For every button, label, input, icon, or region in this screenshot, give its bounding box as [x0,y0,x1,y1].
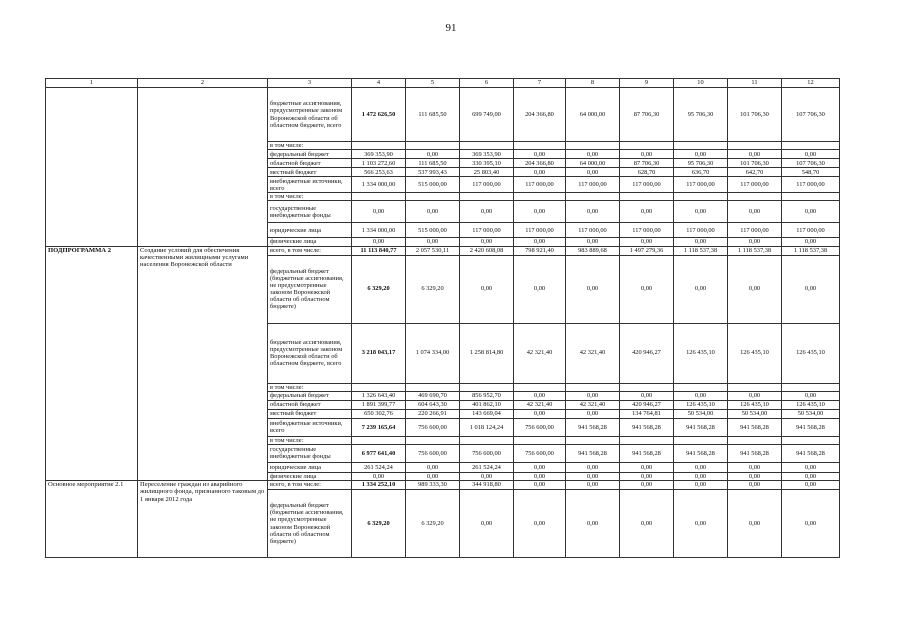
total-amount-cell: 3 218 043,17 [352,323,406,383]
total-amount-cell: 1 334 000,00 [352,223,406,238]
year-amount-cell: 64 000,00 [566,88,620,142]
year-amount-cell: 756 600,00 [460,444,514,462]
year-amount-cell: 1 118 537,38 [674,246,728,255]
column-number: 5 [406,79,460,88]
column-number: 3 [268,79,352,88]
year-amount-cell: 798 921,40 [514,246,566,255]
year-amount-cell: 1 118 537,38 [728,246,782,255]
year-amount-cell: 469 690,70 [406,391,460,400]
funding-source-label: внебюджетные источники, всего [268,177,352,193]
year-amount-cell: 0,00 [460,472,514,480]
program-description-cell: Переселение граждан из аварийного жилищного фонда, признанного таковым до 1 января 2012 года [138,481,268,558]
year-amount-cell: 107 706,30 [782,88,840,142]
funding-source-label: федеральный бюджет (бюджетные ассигнования, не предусмотренные законом Воронежской области об областном бюджете) [268,255,352,323]
total-amount-cell [352,436,406,444]
year-amount-cell: 101 706,30 [728,88,782,142]
year-amount-cell: 117 000,00 [460,177,514,193]
year-amount-cell: 548,70 [782,168,840,177]
year-amount-cell: 0,00 [782,462,840,472]
year-amount-cell: 0,00 [728,391,782,400]
year-amount-cell: 983 889,68 [566,246,620,255]
year-amount-cell [728,383,782,391]
total-amount-cell: 0,00 [352,238,406,246]
year-amount-cell: 537 993,43 [406,168,460,177]
year-amount-cell: 204 366,80 [514,88,566,142]
year-amount-cell: 25 803,40 [460,168,514,177]
year-amount-cell: 0,00 [782,490,840,558]
year-amount-cell: 0,00 [620,391,674,400]
funding-source-label: областной бюджет [268,400,352,409]
year-amount-cell: 0,00 [620,150,674,159]
column-number: 8 [566,79,620,88]
column-number: 6 [460,79,514,88]
year-amount-cell: 756 600,00 [514,444,566,462]
year-amount-cell: 2 420 608,08 [460,246,514,255]
program-name-cell: Основное мероприятие 2.1 [46,481,138,558]
year-amount-cell: 220 266,91 [406,409,460,418]
year-amount-cell: 0,00 [514,409,566,418]
funding-source-label: местный бюджет [268,168,352,177]
year-amount-cell: 636,70 [674,168,728,177]
total-amount-cell: 7 239 165,64 [352,418,406,436]
year-amount-cell: 0,00 [620,255,674,323]
funding-source-label: местный бюджет [268,409,352,418]
year-amount-cell: 0,00 [566,391,620,400]
year-amount-cell: 0,00 [620,481,674,490]
year-amount-cell: 204 366,80 [514,159,566,168]
funding-source-label: государственные внебюджетные фонды [268,201,352,223]
year-amount-cell [566,142,620,150]
year-amount-cell: 420 946,27 [620,400,674,409]
year-amount-cell: 941 568,28 [620,418,674,436]
year-amount-cell: 0,00 [782,472,840,480]
year-amount-cell [406,193,460,201]
year-amount-cell: 0,00 [674,490,728,558]
year-amount-cell [406,436,460,444]
year-amount-cell [566,193,620,201]
year-amount-cell: 87 706,30 [620,88,674,142]
year-amount-cell: 0,00 [566,481,620,490]
year-amount-cell [620,436,674,444]
year-amount-cell: 941 568,28 [566,444,620,462]
year-amount-cell: 0,00 [406,462,460,472]
year-amount-cell: 0,00 [728,150,782,159]
year-amount-cell: 6 329,20 [406,490,460,558]
total-amount-cell: 6 329,20 [352,255,406,323]
year-amount-cell: 0,00 [406,472,460,480]
year-amount-cell: 0,00 [674,150,728,159]
year-amount-cell: 117 000,00 [728,223,782,238]
column-number: 10 [674,79,728,88]
program-description-cell: Создание условий для обеспечения качественными жилищными услугами населения Воронежской области [138,246,268,481]
year-amount-cell: 126 435,10 [782,400,840,409]
year-amount-cell: 344 918,80 [460,481,514,490]
year-amount-cell: 0,00 [674,462,728,472]
year-amount-cell: 941 568,28 [782,418,840,436]
year-amount-cell: 0,00 [620,462,674,472]
funding-source-label: всего, в том числе: [268,481,352,490]
year-amount-cell: 941 568,28 [782,444,840,462]
total-amount-cell: 1 103 272,60 [352,159,406,168]
year-amount-cell: 117 000,00 [782,223,840,238]
year-amount-cell: 0,00 [566,409,620,418]
year-amount-cell: 941 568,28 [620,444,674,462]
year-amount-cell: 515 000,00 [406,223,460,238]
year-amount-cell: 50 534,00 [674,409,728,418]
year-amount-cell: 756 600,00 [514,418,566,436]
total-amount-cell: 6 977 641,40 [352,444,406,462]
year-amount-cell: 0,00 [514,150,566,159]
year-amount-cell: 111 685,50 [406,88,460,142]
year-amount-cell: 42 321,40 [514,323,566,383]
year-amount-cell: 50 534,00 [728,409,782,418]
year-amount-cell: 0,00 [460,255,514,323]
year-amount-cell [566,436,620,444]
year-amount-cell: 0,00 [566,150,620,159]
table-row [46,246,840,255]
year-amount-cell: 0,00 [728,238,782,246]
year-amount-cell: 0,00 [728,481,782,490]
total-amount-cell [352,193,406,201]
total-amount-cell: 1 472 626,50 [352,88,406,142]
year-amount-cell: 0,00 [728,201,782,223]
year-amount-cell [674,142,728,150]
year-amount-cell: 0,00 [620,238,674,246]
year-amount-cell [406,383,460,391]
year-amount-cell: 1 018 124,24 [460,418,514,436]
year-amount-cell: 0,00 [514,238,566,246]
year-amount-cell: 0,00 [674,391,728,400]
year-amount-cell: 369 353,90 [460,150,514,159]
year-amount-cell [782,436,840,444]
year-amount-cell: 0,00 [566,201,620,223]
year-amount-cell: 117 000,00 [620,177,674,193]
year-amount-cell: 0,00 [728,472,782,480]
funding-source-label: государственные внебюджетные фонды [268,444,352,462]
year-amount-cell [782,193,840,201]
year-amount-cell: 0,00 [566,490,620,558]
year-amount-cell: 0,00 [782,391,840,400]
year-amount-cell: 126 435,10 [728,323,782,383]
year-amount-cell: 1 258 814,80 [460,323,514,383]
column-number: 9 [620,79,674,88]
column-number: 2 [138,79,268,88]
year-amount-cell: 420 946,27 [620,323,674,383]
funding-source-label: областной бюджет [268,159,352,168]
year-amount-cell: 699 749,00 [460,88,514,142]
year-amount-cell: 126 435,10 [674,400,728,409]
funding-source-label: юридические лица [268,462,352,472]
year-amount-cell: 107 706,30 [782,159,840,168]
year-amount-cell [406,142,460,150]
year-amount-cell: 0,00 [566,255,620,323]
year-amount-cell: 42 321,40 [514,400,566,409]
total-amount-cell: 6 329,20 [352,490,406,558]
funding-source-label: юридические лица [268,223,352,238]
year-amount-cell: 0,00 [728,462,782,472]
year-amount-cell: 261 524,24 [460,462,514,472]
year-amount-cell: 0,00 [566,238,620,246]
year-amount-cell: 756 600,00 [406,444,460,462]
year-amount-cell: 0,00 [514,481,566,490]
program-description-cell [138,88,268,247]
funding-source-label: всего, в том числе: [268,246,352,255]
funding-source-label: в том числе: [268,193,352,201]
column-number: 11 [728,79,782,88]
year-amount-cell [620,142,674,150]
year-amount-cell: 126 435,10 [728,400,782,409]
total-amount-cell: 0,00 [352,472,406,480]
column-number-row [46,79,840,88]
year-amount-cell [514,436,566,444]
year-amount-cell [514,193,566,201]
year-amount-cell [460,383,514,391]
page-number: 91 [445,22,457,34]
year-amount-cell: 117 000,00 [514,223,566,238]
year-amount-cell: 0,00 [566,472,620,480]
total-amount-cell: 261 524,24 [352,462,406,472]
funding-source-label: физические лица [268,238,352,246]
year-amount-cell: 0,00 [674,481,728,490]
year-amount-cell: 0,00 [460,490,514,558]
year-amount-cell: 0,00 [406,150,460,159]
year-amount-cell: 64 000,00 [566,159,620,168]
year-amount-cell [674,193,728,201]
year-amount-cell: 134 764,81 [620,409,674,418]
year-amount-cell: 0,00 [620,472,674,480]
total-amount-cell: 1 334 000,00 [352,177,406,193]
year-amount-cell: 143 669,04 [460,409,514,418]
year-amount-cell: 87 706,30 [620,159,674,168]
year-amount-cell: 0,00 [674,472,728,480]
year-amount-cell: 117 000,00 [728,177,782,193]
year-amount-cell: 117 000,00 [514,177,566,193]
funding-source-label: бюджетные ассигнования, предусмотренные законом Воронежской области об областном бюджете, всего [268,323,352,383]
year-amount-cell: 0,00 [566,168,620,177]
year-amount-cell: 0,00 [728,490,782,558]
year-amount-cell: 0,00 [514,472,566,480]
year-amount-cell: 0,00 [674,255,728,323]
year-amount-cell: 126 435,10 [674,323,728,383]
total-amount-cell: 1 891 399,77 [352,400,406,409]
year-amount-cell: 1 118 537,38 [782,246,840,255]
total-amount-cell: 566 253,63 [352,168,406,177]
year-amount-cell: 0,00 [514,201,566,223]
year-amount-cell [782,142,840,150]
table-body [46,79,840,558]
year-amount-cell: 856 952,70 [460,391,514,400]
total-amount-cell: 1 334 252,10 [352,481,406,490]
year-amount-cell: 330 395,10 [460,159,514,168]
program-name-cell [46,88,138,247]
year-amount-cell: 126 435,10 [782,323,840,383]
year-amount-cell [620,193,674,201]
year-amount-cell: 2 057 530,11 [406,246,460,255]
year-amount-cell: 0,00 [460,238,514,246]
program-name-cell: ПОДПРОГРАММА 2 [46,246,138,481]
column-number: 4 [352,79,406,88]
total-amount-cell: 0,00 [352,201,406,223]
year-amount-cell: 1 074 334,00 [406,323,460,383]
year-amount-cell [728,193,782,201]
funding-source-label: федеральный бюджет (бюджетные ассигнования, не предусмотренные законом Воронежской области об областном бюджете) [268,490,352,558]
year-amount-cell: 0,00 [566,462,620,472]
year-amount-cell: 941 568,28 [566,418,620,436]
year-amount-cell: 941 568,28 [728,418,782,436]
year-amount-cell: 50 534,00 [782,409,840,418]
year-amount-cell [728,436,782,444]
year-amount-cell [514,383,566,391]
funding-source-label: федеральный бюджет [268,391,352,400]
year-amount-cell: 117 000,00 [566,177,620,193]
year-amount-cell: 42 321,40 [566,400,620,409]
year-amount-cell: 117 000,00 [782,177,840,193]
year-amount-cell: 42 321,40 [566,323,620,383]
year-amount-cell: 756 600,00 [406,418,460,436]
year-amount-cell: 117 000,00 [674,223,728,238]
year-amount-cell: 0,00 [782,481,840,490]
total-amount-cell: 1 326 643,40 [352,391,406,400]
year-amount-cell: 0,00 [674,238,728,246]
year-amount-cell: 0,00 [782,255,840,323]
year-amount-cell: 0,00 [406,238,460,246]
year-amount-cell: 401 862,10 [460,400,514,409]
year-amount-cell: 117 000,00 [566,223,620,238]
table-row [46,481,840,490]
year-amount-cell: 0,00 [620,490,674,558]
funding-source-label: федеральный бюджет [268,150,352,159]
table-row [46,88,840,142]
year-amount-cell: 0,00 [782,150,840,159]
year-amount-cell [460,142,514,150]
year-amount-cell [674,383,728,391]
total-amount-cell: 369 353,90 [352,150,406,159]
year-amount-cell: 1 497 279,36 [620,246,674,255]
year-amount-cell: 95 706,30 [674,159,728,168]
year-amount-cell: 0,00 [782,201,840,223]
year-amount-cell [728,142,782,150]
year-amount-cell: 628,70 [620,168,674,177]
funding-source-label: в том числе: [268,142,352,150]
year-amount-cell [674,436,728,444]
year-amount-cell: 941 568,28 [674,418,728,436]
year-amount-cell: 101 706,30 [728,159,782,168]
total-amount-cell [352,383,406,391]
year-amount-cell: 117 000,00 [460,223,514,238]
total-amount-cell: 11 113 840,77 [352,246,406,255]
year-amount-cell: 0,00 [514,255,566,323]
funding-source-label: в том числе: [268,383,352,391]
year-amount-cell: 117 000,00 [674,177,728,193]
year-amount-cell: 989 333,30 [406,481,460,490]
funding-source-label: физические лица [268,472,352,480]
funding-source-label: внебюджетные источники, всего [268,418,352,436]
funding-source-label: в том числе: [268,436,352,444]
year-amount-cell [620,383,674,391]
year-amount-cell: 941 568,28 [674,444,728,462]
year-amount-cell [514,142,566,150]
year-amount-cell [460,193,514,201]
year-amount-cell [566,383,620,391]
year-amount-cell: 0,00 [782,238,840,246]
year-amount-cell [782,383,840,391]
year-amount-cell: 0,00 [514,391,566,400]
year-amount-cell: 0,00 [620,201,674,223]
year-amount-cell: 0,00 [674,201,728,223]
year-amount-cell: 604 643,30 [406,400,460,409]
total-amount-cell: 650 302,76 [352,409,406,418]
year-amount-cell: 642,70 [728,168,782,177]
budget-table [45,78,840,558]
year-amount-cell: 95 706,30 [674,88,728,142]
column-number: 12 [782,79,840,88]
year-amount-cell: 0,00 [514,490,566,558]
year-amount-cell: 941 568,28 [728,444,782,462]
year-amount-cell: 0,00 [514,462,566,472]
total-amount-cell [352,142,406,150]
year-amount-cell: 111 685,50 [406,159,460,168]
year-amount-cell: 6 329,20 [406,255,460,323]
funding-source-label: бюджетные ассигнования, предусмотренные законом Воронежской области об областном бюджете, всего [268,88,352,142]
year-amount-cell: 0,00 [728,255,782,323]
year-amount-cell: 0,00 [406,201,460,223]
year-amount-cell: 0,00 [514,168,566,177]
year-amount-cell: 515 000,00 [406,177,460,193]
year-amount-cell: 0,00 [460,201,514,223]
column-number: 7 [514,79,566,88]
year-amount-cell [460,436,514,444]
year-amount-cell: 117 000,00 [620,223,674,238]
column-number: 1 [46,79,138,88]
